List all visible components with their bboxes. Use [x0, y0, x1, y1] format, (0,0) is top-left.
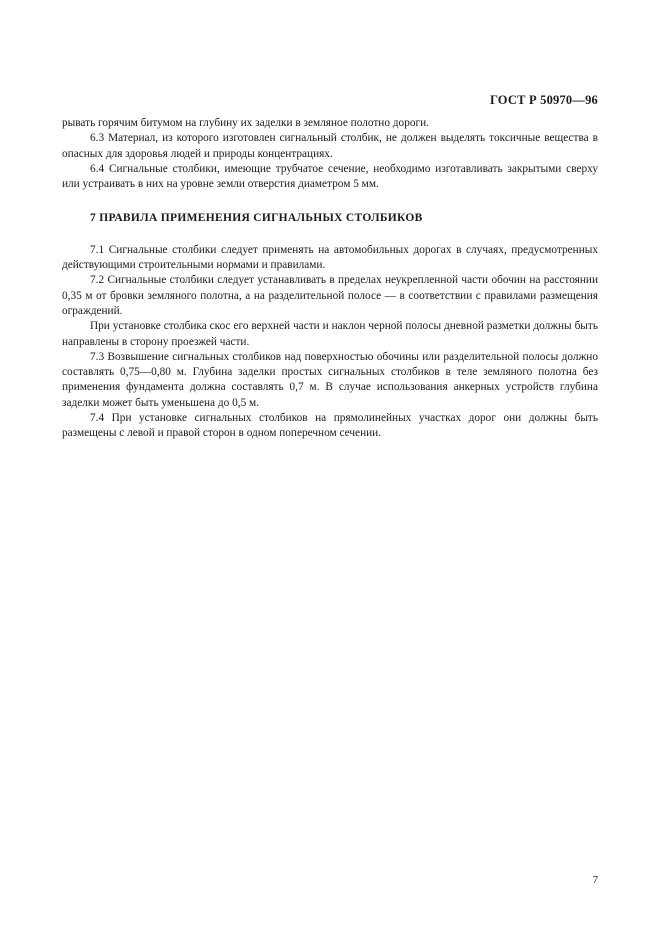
section-7-heading: 7 ПРАВИЛА ПРИМЕНЕНИЯ СИГНАЛЬНЫХ СТОЛБИКОВ: [90, 212, 423, 225]
paragraph-7-3: 7.3 Возвышение сигнальных столбиков над поверхностью обочины или разделительной полосы должно составлять 0,75—0,80 м. Глубина заделки простых сигнальных столбиков в теле земляного полотна без применения фундамента должна составлять 0,7 м. В случае использования анкерных устройств глубина заделки может быть уменьшена до 0,5 м.: [62, 350, 598, 409]
document-body: [62, 116, 598, 442]
paragraph-6-2-continuation: рывать горячим битумом на глубину их заделки в земляное полотно дороги.: [62, 117, 430, 129]
paragraph-7-1: 7.1 Сигнальные столбики следует применять на автомобильных дорогах в случаях, предусмотренных действующими строительными нормами и правилами.: [62, 243, 598, 272]
document-header-id: ГОСТ Р 50970—96: [489, 93, 598, 107]
page-number: 7: [592, 875, 598, 886]
paragraph-7-4: 7.4 При установке сигнальных столбиков на прямолинейных участках дорог они должны быть размещены с левой и правой сторон в одном поперечном сечении.: [62, 412, 598, 440]
paragraph-6-4: 6.4 Сигнальные столбики, имеющие трубчатое сечение, необходимо изготавливать закрытыми сверху или устраивать в них на уровне земли отверстия диаметром 5 мм.: [62, 162, 598, 191]
paragraph-6-3: 6.3 Материал, из которого изготовлен сигнальный столбик, не должен выделять токсичные вещества в опасных для здоровья людей и природы концентрациях.: [62, 132, 598, 160]
paragraph-7-2: 7.2 Сигнальные столбики следует устанавливать в пределах неукрепленной части обочин на расстоянии 0,35 м от бровки земляного полотна, а на разделительной полосе — в соответствии с правилами размещения ограждений.: [62, 274, 598, 317]
paragraph-7-2-note: При установке столбика скос его верхней части и наклон черной полосы дневной разметки должны быть направлены в сторону проезжей части.: [62, 320, 598, 348]
